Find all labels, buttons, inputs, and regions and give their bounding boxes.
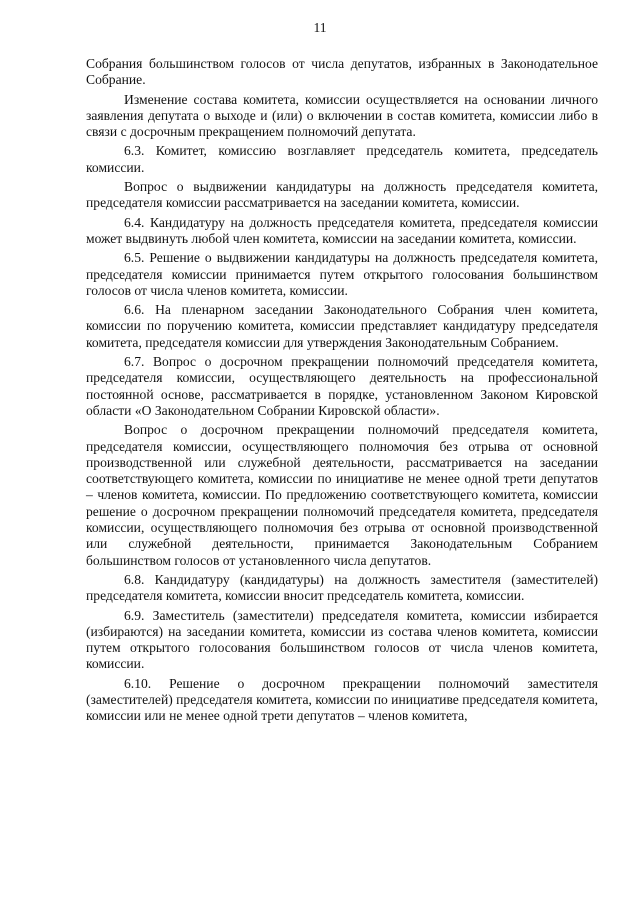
paragraph-6-7: 6.7. Вопрос о досрочном прекращении полномочий председателя комитета, председателя комиссии, осуществляющего деятельность на профессиональной постоянной основе, рассматривается в порядке, установленном Законом Кировской области «О Законодательном Собрании Кировской области». bbox=[86, 354, 598, 418]
paragraph-6-3: 6.3. Комитет, комиссию возглавляет председатель комитета, председатель комиссии. bbox=[86, 143, 598, 175]
paragraph-6-3-nomination: Вопрос о выдвижении кандидатуры на должность председателя комитета, председателя комиссии рассматривается на заседании комитета, комиссии. bbox=[86, 179, 598, 211]
paragraph-6-6: 6.6. На пленарном заседании Законодательного Собрания член комитета, комиссии по поручению комитета, комиссии представляет кандидатуру председателя комитета, председателя комиссии для утверждения Законодательным Собранием. bbox=[86, 302, 598, 350]
paragraph-6-10: 6.10. Решение о досрочном прекращении полномочий заместителя (заместителей) председателя комитета, комиссии по инициативе председателя комитета, комиссии или не менее одной трети депутатов – членов комитета, bbox=[86, 675, 598, 724]
document-body bbox=[86, 56, 598, 728]
paragraph-6-5: 6.5. Решение о выдвижении кандидатуры на должность председателя комитета, председателя комиссии принимается путем открытого голосования большинством голосов от числа членов комитета, комиссии. bbox=[86, 250, 598, 298]
paragraph-6-4: 6.4. Кандидатуру на должность председателя комитета, председателя комиссии может выдвинуть любой член комитета, комиссии на заседании комитета, комиссии. bbox=[86, 214, 598, 246]
paragraph-6-9: 6.9. Заместитель (заместители) председателя комитета, комиссии избирается (избираются) на заседании комитета, комиссии из состава членов комитета, комиссии путем открытого голосования большинством голосов от числа членов комитета, комиссии. bbox=[86, 607, 598, 672]
paragraph-6-8: 6.8. Кандидатуру (кандидатуры) на должность заместителя (заместителей) председателя комитета, комиссии вносит председатель комитета, комиссии. bbox=[86, 571, 598, 604]
page-number: 11 bbox=[313, 20, 327, 35]
paragraph-composition-change: Изменение состава комитета, комиссии осуществляется на основании личного заявления депутата о выходе и (или) о включении в состав комитета, комиссии либо в связи с досрочным прекращением полномочий депутата. bbox=[86, 91, 598, 140]
paragraph-6-7-early-termination: Вопрос о досрочном прекращении полномочий председателя комитета, председателя комиссии, осуществляющего полномочия без отрыва от основной производственной или служебной деятельности, рассматривается на заседании соответствующего комитета, комиссии по инициативе не менее одной трети депутатов – членов комитета, комиссии. По предложению соответствующего комитета, комиссии решение о досрочном прекращении полномочий председателя комитета, председателя комиссии, осуществляющего полномочия без отрыва от основной производственной или служебной деятельности, принимается Законодательным Собранием большинством голосов от установленного числа депутатов. bbox=[86, 422, 598, 568]
paragraph-continuation: Собрания большинством голосов от числа депутатов, избранных в Законодательное Собрание. bbox=[86, 56, 598, 88]
